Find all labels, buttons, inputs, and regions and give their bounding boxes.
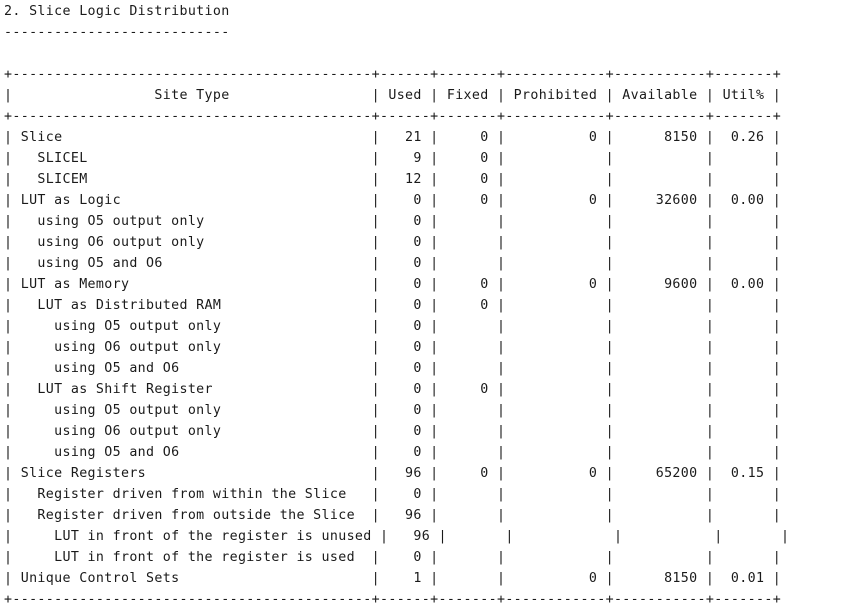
table-row: | LUT in front of the register is unused | 96 | | | | | xyxy=(4,529,790,544)
table-row: | using O5 and O6 | 0 | | | | | xyxy=(4,361,782,376)
table-row: | LUT as Memory | 0 | 0 | 0 | 9600 | 0.00 | xyxy=(4,277,782,292)
table-row: | using O5 output only | 0 | | | | | xyxy=(4,403,782,418)
table-row: | using O5 and O6 | 0 | | | | | xyxy=(4,445,782,460)
table-row: | LUT as Shift Register | 0 | 0 | | | | xyxy=(4,382,782,397)
table-row: | Unique Control Sets | 1 | | 0 | 8150 | 0.01 | xyxy=(4,571,782,586)
table-row: | using O6 output only | 0 | | | | | xyxy=(4,340,782,355)
table-row: | using O5 output only | 0 | | | | | xyxy=(4,214,782,229)
table-row: | using O6 output only | 0 | | | | | xyxy=(4,424,782,439)
table-row: | LUT as Logic | 0 | 0 | 0 | 32600 | 0.00 | xyxy=(4,193,782,208)
table-row: | using O5 and O6 | 0 | | | | | xyxy=(4,256,782,271)
table-row: | LUT in front of the register is used | 0 | | | | | xyxy=(4,550,782,565)
table-border-bottom: +-------------------------------------------+------+-------+------------+-----------+-------+ xyxy=(4,592,782,607)
table-row: | SLICEM | 12 | 0 | | | | xyxy=(4,172,782,187)
table-row: | SLICEL | 9 | 0 | | | | xyxy=(4,151,782,166)
table-border-top: +-------------------------------------------+------+-------+------------+-----------+-------+ xyxy=(4,67,782,82)
table-row: | using O5 output only | 0 | | | | | xyxy=(4,319,782,334)
table-row: | Slice | 21 | 0 | 0 | 8150 | 0.26 | xyxy=(4,130,782,145)
table-header-row: | Site Type | Used | Fixed | Prohibited | Available | Util% | xyxy=(4,88,782,103)
table-border-mid: +-------------------------------------------+------+-------+------------+-----------+-------+ xyxy=(4,109,782,124)
table-row: | LUT as Distributed RAM | 0 | 0 | | | | xyxy=(4,298,782,313)
table-row: | Slice Registers | 96 | 0 | 0 | 65200 | 0.15 | xyxy=(4,466,782,481)
table-row: | Register driven from outside the Slice | 96 | | | | | xyxy=(4,508,782,523)
table-row: | using O6 output only | 0 | | | | | xyxy=(4,235,782,250)
section-underline: --------------------------- xyxy=(4,25,230,40)
table-row: | Register driven from within the Slice | 0 | | | | | xyxy=(4,487,782,502)
section-title: 2. Slice Logic Distribution xyxy=(4,4,230,19)
